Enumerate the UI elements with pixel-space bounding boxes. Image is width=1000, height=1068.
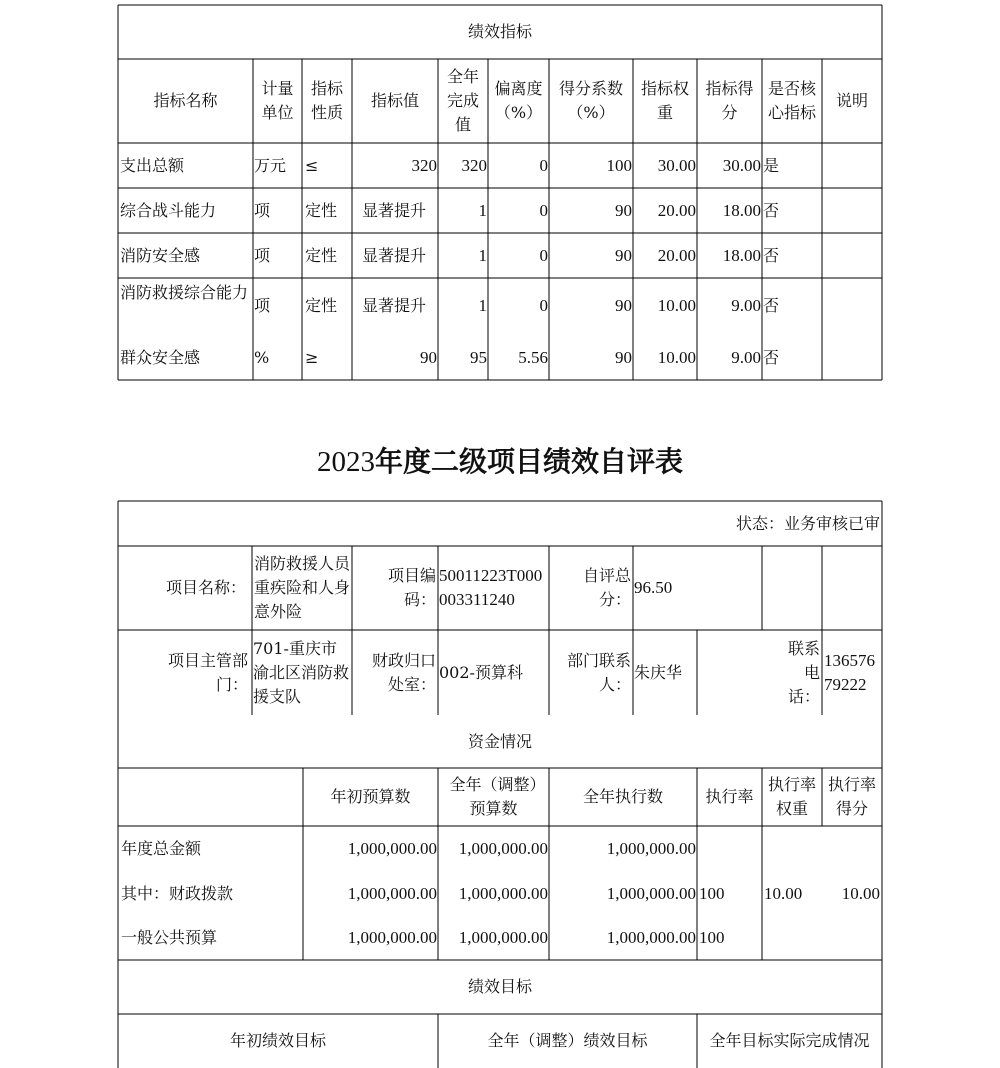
cell-text: 是	[763, 155, 780, 175]
cell-text: 1,000,000.00	[606, 838, 696, 858]
funds-rate-weight	[764, 826, 822, 871]
cell-text: 10.00	[841, 883, 880, 903]
col-header-text: 计量单位	[261, 79, 294, 122]
label-text: 项目主管部门：	[167, 650, 248, 694]
contact-person-label	[552, 630, 631, 715]
indicator-target	[362, 233, 438, 278]
funds-col-executed	[549, 768, 697, 826]
indicator-note	[823, 336, 882, 380]
col-header-core	[762, 59, 822, 143]
col-header-weight	[633, 59, 697, 143]
phone-value	[824, 630, 880, 715]
finance-office-label	[356, 630, 436, 715]
indicator-weight	[633, 188, 696, 233]
funds-col-adjusted	[438, 768, 549, 826]
project-name-value	[254, 546, 352, 630]
indicator-note	[823, 188, 882, 233]
funds-col-initial	[303, 768, 438, 826]
goals-col-adjusted	[438, 1014, 697, 1068]
cell-text: 90	[615, 200, 632, 220]
cell-text: 否	[763, 245, 780, 265]
value-text: 701-重庆市渝北区消防救援支队	[253, 638, 350, 706]
value-text: 朱庆华	[634, 662, 683, 682]
goals-col-actual	[697, 1014, 882, 1068]
col-header-text: 全年（调整）预算数	[449, 775, 538, 818]
value-text: 002-预算科	[439, 662, 523, 682]
col-header-text: 年初预算数	[330, 787, 411, 806]
cell-text: 5.56	[518, 348, 548, 367]
cell-text: 定性	[305, 296, 338, 315]
dept-label	[118, 630, 250, 715]
cell-text: 否	[763, 296, 780, 315]
funds-rate-weight	[764, 871, 822, 916]
cell-text: 320	[461, 155, 487, 175]
cell-text: 综合战斗能力	[120, 200, 217, 220]
indicator-deviation	[488, 336, 548, 380]
cell-text: 一般公共预算	[121, 928, 218, 947]
indicator-unit	[254, 233, 302, 278]
indicator-name	[120, 233, 253, 278]
indicator-unit	[254, 278, 302, 334]
funds-executed	[549, 826, 696, 871]
value-text: 96.50	[634, 578, 673, 597]
col-header-text: 指标权重	[640, 79, 689, 122]
goals-col-initial	[118, 1014, 438, 1068]
cell-text: 1,000,000.00	[606, 928, 696, 947]
dept-value	[253, 630, 352, 715]
cell-text: 1,000,000.00	[347, 883, 437, 903]
indicator-note	[823, 143, 882, 188]
page-title-text: 年度二级项目绩效自评表	[374, 445, 683, 478]
indicator-coef	[549, 233, 632, 278]
cell-text: 显著提升	[362, 296, 427, 315]
phone-label	[776, 630, 820, 715]
indicator-core	[763, 143, 822, 188]
col-header-text: 说明	[835, 91, 868, 110]
cell-text: 100	[699, 883, 725, 903]
cell-text: 显著提升	[362, 245, 427, 265]
cell-text: 0	[539, 296, 548, 315]
cell-text: 100	[606, 155, 632, 175]
cell-text: 消防安全感	[120, 245, 201, 265]
cell-text: 其中：财政拨款	[121, 883, 234, 903]
col-header-nature	[302, 59, 352, 143]
label-text: 自评总分：	[582, 566, 631, 609]
indicator-weight	[633, 278, 696, 334]
indicator-done	[438, 336, 487, 380]
indicator-nature	[305, 233, 352, 278]
cell-text: 0	[539, 200, 548, 220]
funds-initial	[303, 871, 437, 916]
cell-text: 否	[763, 348, 780, 367]
cell-text: 10.00	[657, 296, 696, 315]
col-header-text: 是否核心指标	[767, 79, 816, 122]
label-text: 部门联系人：	[566, 650, 631, 694]
cell-text: 0	[539, 155, 548, 175]
col-header-unit	[253, 59, 302, 143]
finance-office-value	[439, 630, 549, 715]
funds-rate-score	[822, 916, 880, 960]
indicator-core	[763, 233, 822, 278]
cell-text: 95	[470, 348, 487, 367]
funds-adjusted	[438, 871, 548, 916]
indicator-deviation	[488, 143, 548, 188]
cell-text: ≤	[305, 155, 319, 175]
contact-person-value	[634, 630, 697, 715]
col-header-text: 全年执行数	[582, 787, 663, 806]
cell-text: 20.00	[657, 245, 696, 265]
cell-text: 18.00	[722, 245, 761, 265]
cell-text: 1,000,000.00	[458, 928, 548, 947]
col-header-target	[352, 59, 438, 143]
indicator-score	[697, 336, 761, 380]
cell-text: 消防救援综合能力	[120, 283, 249, 302]
indicator-deviation	[488, 233, 548, 278]
indicator-unit	[254, 143, 302, 188]
funds-header	[118, 715, 882, 768]
funds-initial	[303, 916, 437, 960]
funds-rate-weight	[764, 916, 822, 960]
indicator-coef	[549, 143, 632, 188]
col-header-text: 指标得分	[705, 79, 754, 122]
cell-text: 定性	[305, 200, 338, 220]
cell-text: ≥	[305, 348, 319, 367]
funds-adjusted	[438, 826, 548, 871]
indicator-nature	[305, 143, 352, 188]
indicator-score	[697, 143, 761, 188]
value-text: 13657679222	[824, 650, 875, 694]
funds-row-label	[121, 826, 301, 871]
indicator-deviation	[488, 188, 548, 233]
indicator-coef	[549, 336, 632, 380]
funds-col-rate	[697, 768, 762, 826]
indicator-core	[763, 188, 822, 233]
indicator-score	[697, 233, 761, 278]
indicator-name	[120, 278, 253, 334]
indicators-header	[118, 5, 882, 59]
col-header-text: 得分系数（%）	[558, 79, 623, 122]
indicator-done	[438, 278, 487, 334]
value-text: 消防救援人员重疾险和人身意外险	[254, 554, 351, 621]
cell-text: 定性	[305, 245, 338, 265]
indicator-core	[763, 278, 822, 334]
indicators-header-text: 绩效指标	[467, 22, 532, 41]
funds-executed	[549, 871, 696, 916]
cell-text: 1,000,000.00	[347, 928, 437, 947]
status-value: 状态：业务审核已审	[735, 513, 880, 533]
cell-text: 90	[615, 296, 632, 315]
page-title	[0, 440, 1000, 480]
cell-text: 90	[420, 348, 437, 367]
indicator-nature	[305, 278, 352, 334]
project-name-label	[118, 546, 250, 630]
indicator-done	[438, 143, 487, 188]
cell-text: 显著提升	[362, 200, 427, 220]
cell-text: 9.00	[731, 296, 761, 315]
cell-text: 18.00	[722, 200, 761, 220]
cell-text: 30.00	[657, 155, 696, 175]
cell-text: 1,000,000.00	[458, 883, 548, 903]
funds-row-label	[121, 916, 301, 960]
funds-col-rate-weight	[762, 768, 822, 826]
cell-text: 90	[615, 245, 632, 265]
col-header-text: 全年（调整）绩效目标	[487, 1031, 648, 1050]
indicator-nature	[305, 336, 352, 380]
cell-text: 20.00	[657, 200, 696, 220]
funds-rate	[699, 826, 762, 871]
value-text: 50011223T000003311240	[439, 566, 543, 609]
indicator-note	[823, 278, 882, 334]
label-text: 项目编码：	[387, 566, 436, 609]
indicator-note	[823, 233, 882, 278]
funds-initial	[303, 826, 437, 871]
col-header-text: 指标性质	[310, 79, 343, 122]
indicator-coef	[549, 278, 632, 334]
cell-text: 30.00	[722, 155, 761, 175]
cell-text: 1	[478, 296, 487, 315]
cell-text: 项	[254, 200, 271, 220]
col-header-text: 全年完成值	[446, 67, 479, 134]
col-header-text: 年初绩效目标	[229, 1031, 326, 1050]
col-header-text: 执行率	[705, 787, 754, 806]
indicator-score	[697, 278, 761, 334]
col-header-text: 指标值	[370, 91, 419, 110]
indicator-name	[120, 143, 253, 188]
indicator-done	[438, 233, 487, 278]
cell-text: 支出总额	[120, 155, 185, 175]
indicator-target	[352, 143, 437, 188]
indicator-score	[697, 188, 761, 233]
self-score-label	[560, 546, 631, 630]
status-text	[118, 501, 880, 546]
indicator-target	[352, 336, 437, 380]
funds-row-label	[121, 871, 301, 916]
page-title-year: 2023	[316, 446, 375, 478]
cell-text: 320	[411, 155, 437, 175]
cell-text: 项	[254, 245, 271, 265]
project-code-value	[439, 546, 543, 630]
cell-text: 1,000,000.00	[347, 838, 437, 858]
indicator-weight	[633, 336, 696, 380]
cell-text: 项	[254, 296, 271, 315]
label-text: 联系电话：	[787, 638, 820, 706]
section-header-text: 绩效目标	[467, 977, 532, 996]
label-text: 项目名称：	[165, 578, 246, 597]
col-header-done	[438, 59, 488, 143]
col-header-indicator-name	[118, 59, 253, 143]
cell-text: 10.00	[764, 883, 803, 903]
funds-col-rate-score	[822, 768, 882, 826]
funds-executed	[549, 916, 696, 960]
self-score-value	[634, 546, 761, 630]
cell-text: 群众安全感	[120, 348, 201, 367]
funds-rate	[699, 916, 762, 960]
cell-text: 年度总金额	[121, 838, 202, 858]
indicator-weight	[633, 233, 696, 278]
funds-rate	[699, 871, 762, 916]
col-header-note	[822, 59, 882, 143]
col-header-text: 执行率权重	[767, 775, 816, 818]
indicator-core	[763, 336, 822, 380]
indicator-coef	[549, 188, 632, 233]
cell-text: %	[254, 348, 270, 367]
cell-text: 万元	[254, 155, 287, 175]
cell-text: 1,000,000.00	[606, 883, 696, 903]
indicator-done	[438, 188, 487, 233]
col-header-score	[697, 59, 762, 143]
funds-rate-score	[822, 826, 880, 871]
indicator-name	[120, 336, 253, 380]
col-header-text: 全年目标实际完成情况	[709, 1031, 870, 1050]
indicator-unit	[254, 336, 302, 380]
col-header-text: 偏离度（%）	[494, 79, 543, 122]
indicator-deviation	[488, 278, 548, 334]
section-header-text: 资金情况	[467, 731, 532, 751]
col-header-deviation	[488, 59, 549, 143]
goals-header	[118, 960, 882, 1014]
cell-text: 9.00	[731, 348, 761, 367]
cell-text: 1	[478, 200, 487, 220]
cell-text: 1	[478, 245, 487, 265]
indicator-name	[120, 188, 253, 233]
label-text: 财政归口处室：	[371, 650, 436, 694]
cell-text: 0	[539, 245, 548, 265]
indicator-target	[362, 188, 438, 233]
col-header-text: 指标名称	[153, 91, 218, 110]
indicator-nature	[305, 188, 352, 233]
cell-text: 90	[615, 348, 632, 367]
project-code-label	[356, 546, 436, 630]
cell-text: 100	[699, 928, 725, 947]
cell-text: 1,000,000.00	[458, 838, 548, 858]
indicator-unit	[254, 188, 302, 233]
funds-rate-score	[822, 871, 880, 916]
funds-adjusted	[438, 916, 548, 960]
col-header-coef	[549, 59, 633, 143]
indicator-weight	[633, 143, 696, 188]
cell-text: 否	[763, 200, 780, 220]
cell-text: 10.00	[657, 348, 696, 367]
indicator-target	[362, 278, 438, 334]
col-header-text: 执行率得分	[827, 775, 876, 818]
